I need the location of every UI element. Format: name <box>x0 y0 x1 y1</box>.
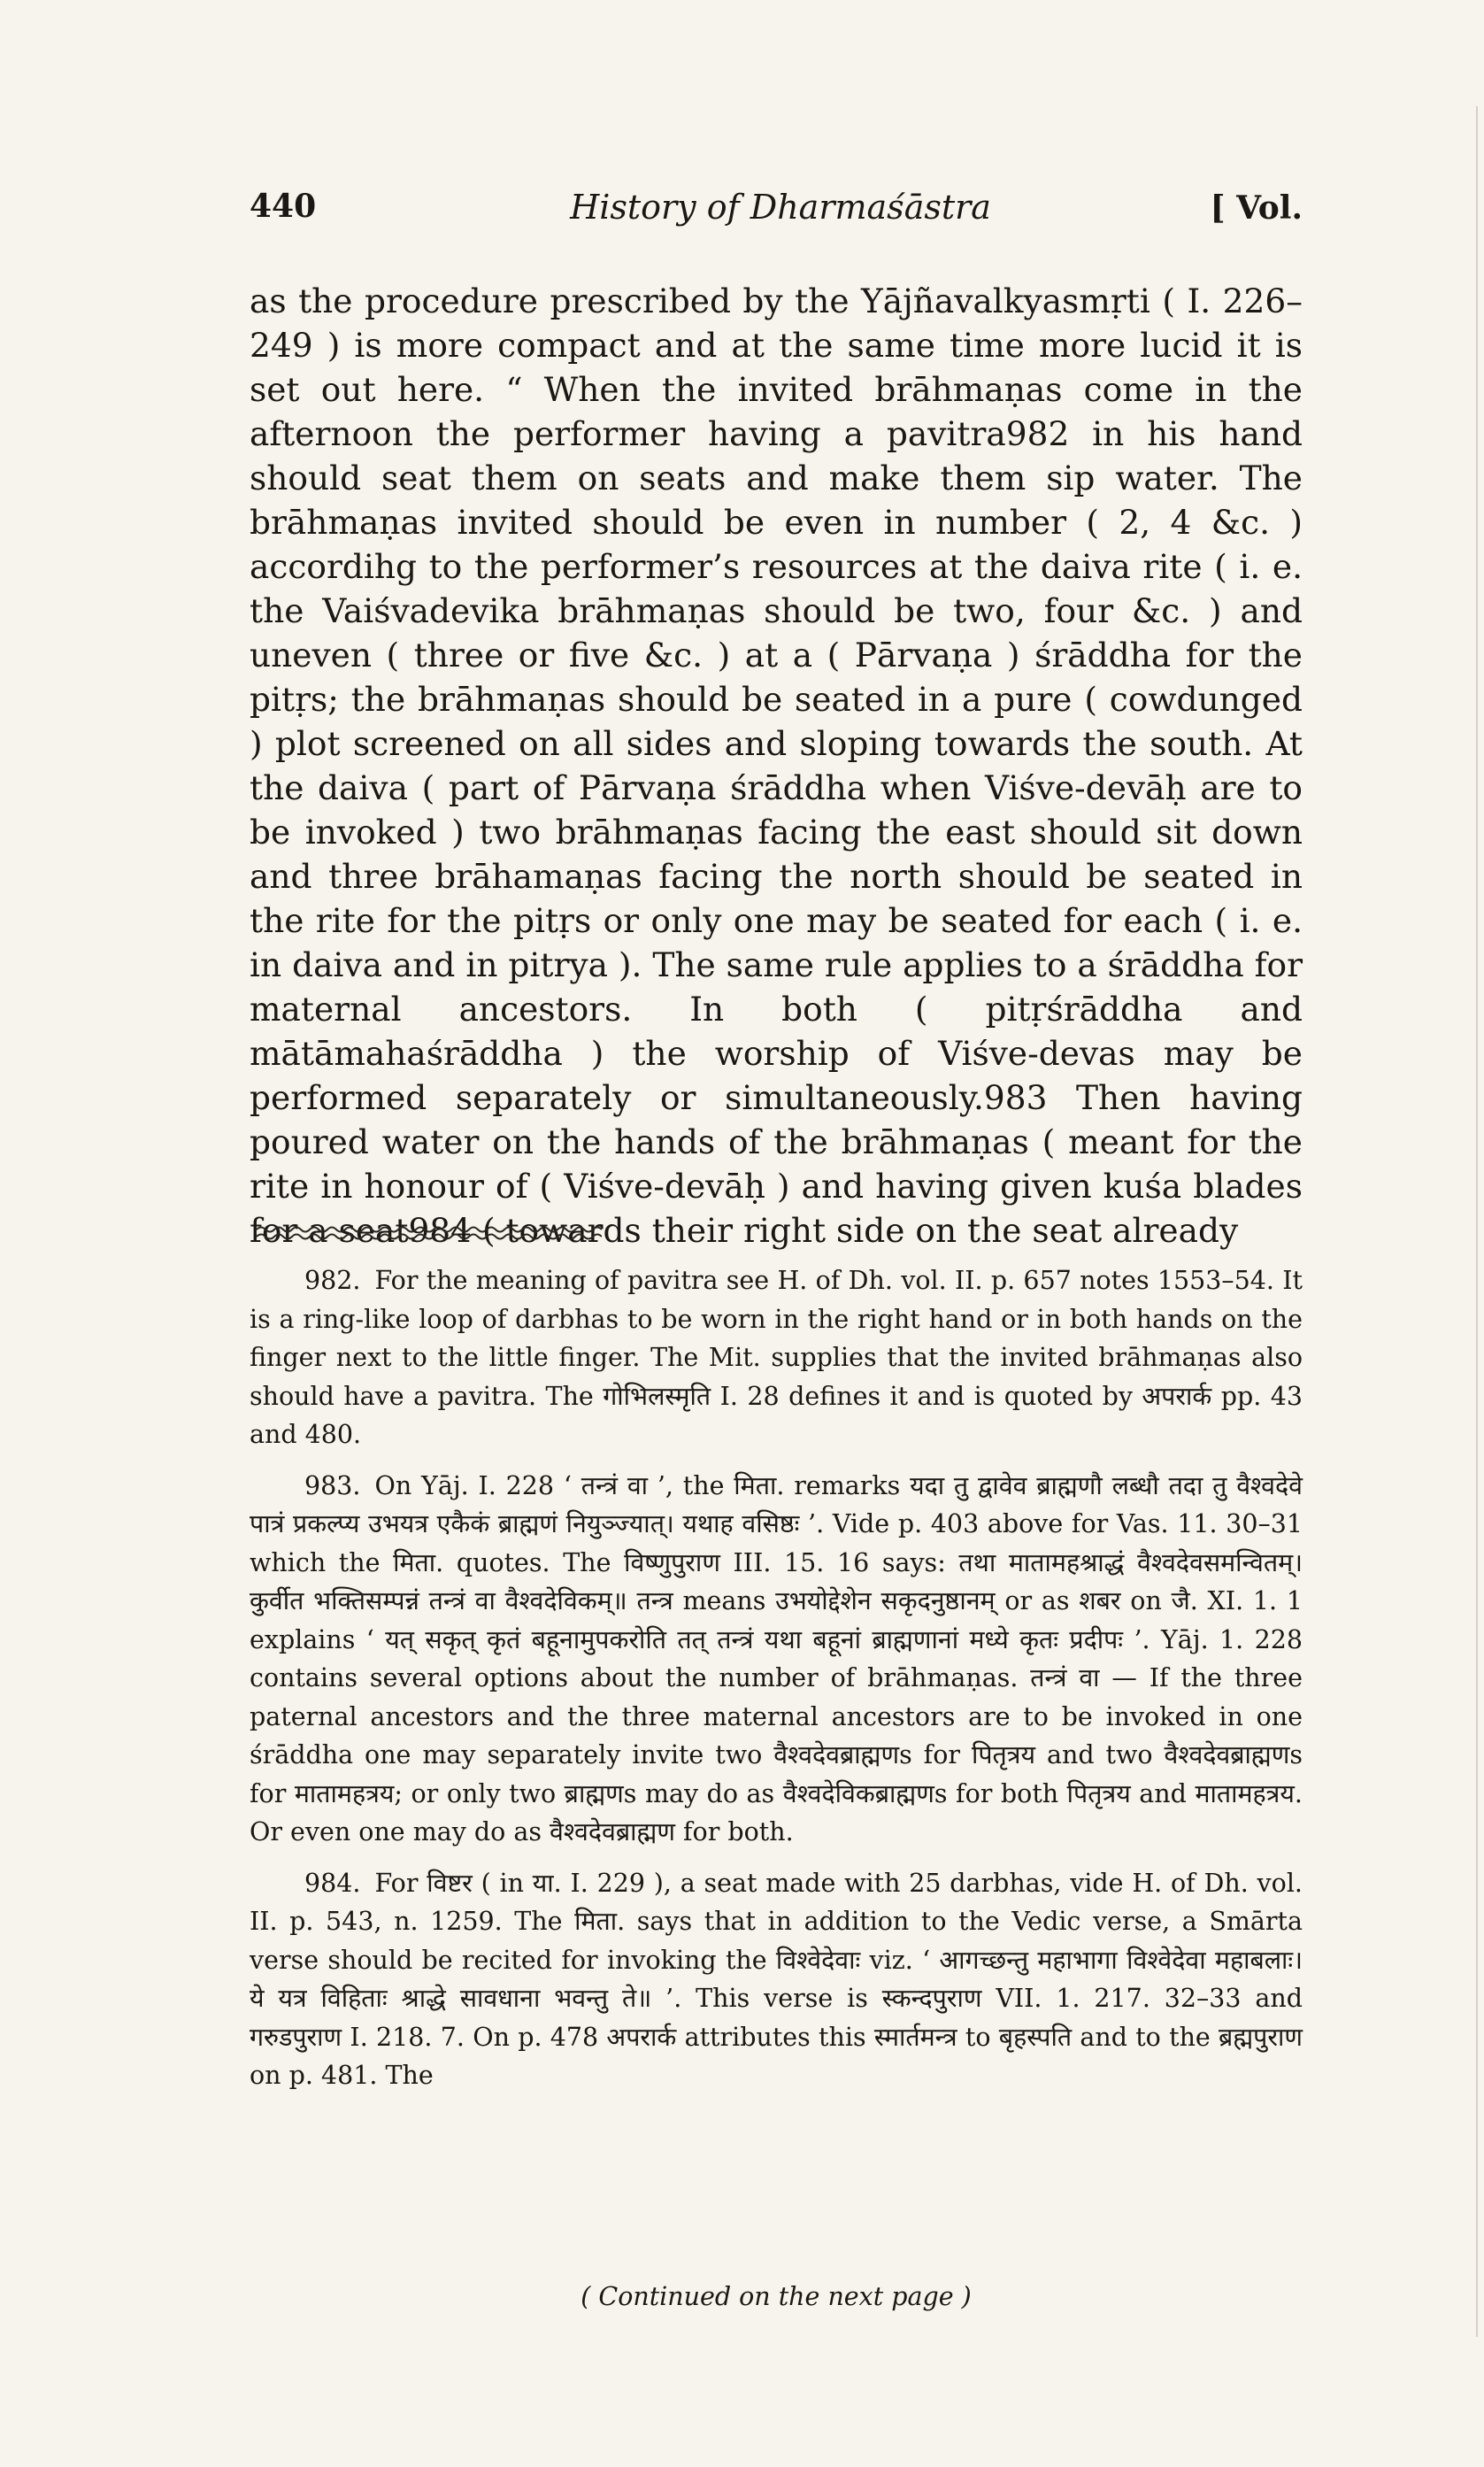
page-edge-line <box>1476 106 1478 2337</box>
footnotes <box>250 1261 1303 2108</box>
footnote-text: For the meaning of pavitra see H. of Dh. vol. II. p. 657 notes 1553–54. It is a ring-like loop of darbhas to be worn in the right hand or in both hands on the finger next to the little finger. The Mit. supplies that the invited brāhmaṇas also should have a pavitra. The गोभिलस्मृति I. 28 defines it and is quoted by अपरार्क pp. 43 and 480. <box>250 1266 1303 1449</box>
continued-note: ( Continued on the next page ) <box>581 2282 972 2311</box>
footnote-982 <box>250 1261 1303 1454</box>
footnote-number: 984. <box>304 1868 361 1898</box>
footnote-text: For विष्टर ( in या. I. 229 ), a seat made with 25 darbhas, vide H. of Dh. vol. II. p. 543, n. 1259. The मिता. says that in addition to the Vedic verse, a Smārta verse should be recited for invoking the विश्वेदेवाः viz. ‘ आगच्छन्तु महाभागा विश्वेदेवा महाबलाः। ये यत्र विहिताः श्राद्धे सावधाना भवन्तु ते॥ ’. This verse is स्कन्दपुराण VII. 1. 217. 32–33 and गरुडपुराण I. 218. 7. On p. 478 अपरार्क attributes this स्मार्तमन्त्र to बृहस्पति and to the ब्रह्मपुराण on p. 481. The <box>250 1868 1303 2090</box>
running-title: History of Dharmaśāstra <box>570 188 991 227</box>
footnote-984 <box>250 1864 1303 2095</box>
footnote-983 <box>250 1467 1303 1852</box>
footnote-text: On Yāj. I. 228 ‘ तन्त्रं वा ’, the मिता. remarks यदा तु द्वावेव ब्राह्मणौ लब्धौ तदा तु वैश्वदेवे पात्रं प्रकल्प्य उभयत्र एकैकं ब्राह्मणं नियुञ्ज्यात्। यथाह वसिष्ठः ’. Vide p. 403 above for Vas. 11. 30–31 which the मिता. quotes. The विष्णुपुराण III. 15. 16 says: तथा मातामहश्राद्धं वैश्वदेवसमन्वितम्। कुर्वीत भक्तिसम्पन्नं तन्त्रं वा वैश्वदेविकम्॥ तन्त्र means उभयोद्देशेन सकृदनुष्ठानम् or as शबर on जै. XI. 1. 1 explains ‘ यत् सकृत् कृतं बहूनामुपकरोति तत् तन्त्रं यथा बहूनां ब्राह्मणानां मध्ये कृतः प्रदीपः ’. Yāj. 1. 228 contains several options about the number of brāhmaṇas. तन्त्रं वा — If the three paternal ancestors and the three maternal ancestors are to be invoked in one śrāddha one may separately invite two वैश्वदेवब्राह्मणs for पितृत्रय and two वैश्वदेवब्राह्मणs for मातामहत्रय; or only two ब्राह्मणs may do as वैश्वदेविकब्राह्मणs for both पितृत्रय and मातामहत्रय. Or even one may do as वैश्वदेवब्राह्मण for both. <box>250 1470 1303 1846</box>
page-header <box>250 184 1303 246</box>
footnote-separator <box>257 1223 602 1243</box>
footnote-number: 983. <box>304 1470 361 1500</box>
page-number: 440 <box>250 188 317 225</box>
volume-label: [ Vol. <box>1210 189 1303 227</box>
footnote-number: 982. <box>304 1266 361 1295</box>
body-paragraph: as the procedure prescribed by the Yājñavalkyasmṛti ( I. 226–249 ) is more compact and at the same time more lucid it is set out here. “ When the invited brāhmaṇas come in the afternoon the performer having a pavitra982 in his hand should seat them on seats and make them sip water. The brāhmaṇas invited should be even in number ( 2, 4 &c. ) accordihg to the performer’s resources at the daiva rite ( i. e. the Vaiśvadevika brāhmaṇas should be two, four &c. ) and uneven ( three or five &c. ) at a ( Pārvaṇa ) śrāddha for the pitṛs; the brāhmaṇas should be seated in a pure ( cowdunged ) plot screened on all sides and sloping towards the south. At the daiva ( part of Pārvaṇa śrāddha when Viśve-devāḥ are to be invoked ) two brāhmaṇas facing the east should sit down and three brāhamaṇas facing the north should be seated in the rite for the pitṛs or only one may be seated for each ( i. e. in daiva and in pitrya ). The same rule applies to a śrāddha for maternal ancestors. In both ( pitṛśrāddha and mātāmahaśrāddha ) the worship of Viśve-devas may be performed separately or simultaneously.983 Then having poured water on the hands of the brāhmaṇas ( meant for the rite in honour of ( Viśve-devāḥ ) and having given kuśa blades for a seat984 ( towards their right side on the seat already <box>250 281 1303 1250</box>
